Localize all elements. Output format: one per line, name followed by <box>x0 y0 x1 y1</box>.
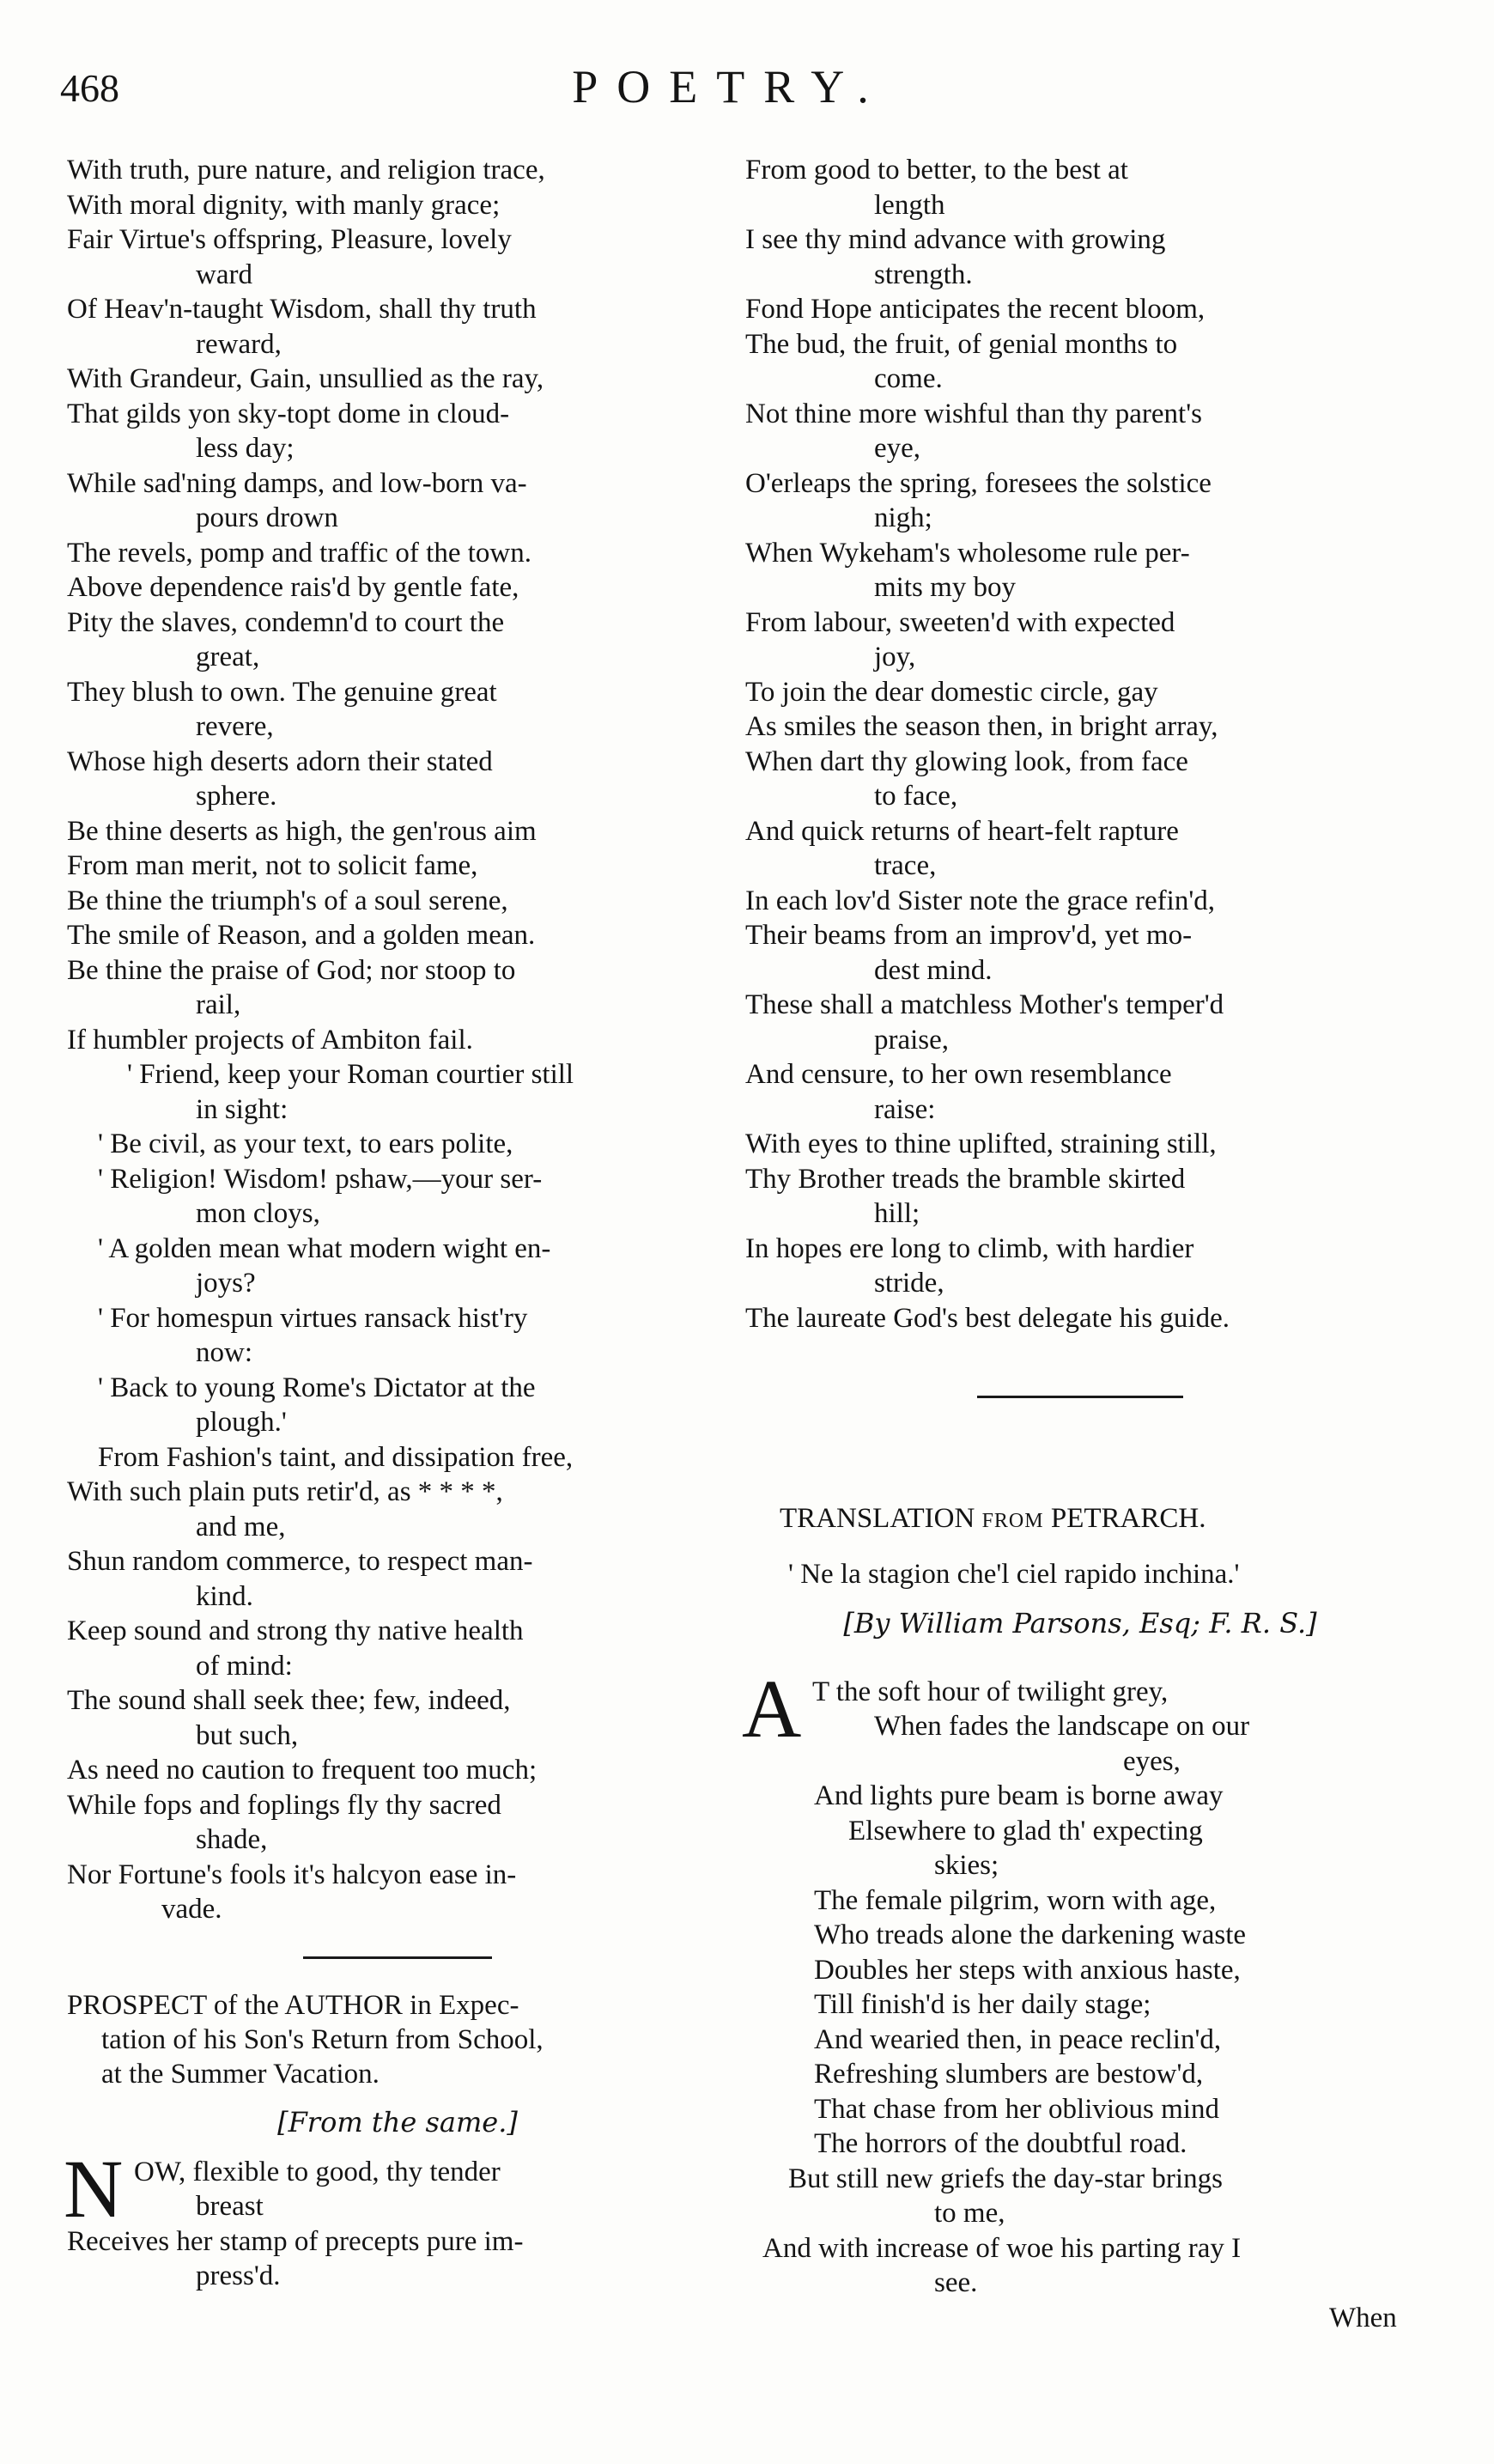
poem-line: And quick returns of heart-felt rapture <box>745 815 1179 847</box>
poem-line: When Wykeham's wholesome rule per- <box>745 537 1190 569</box>
poem-line: see. <box>934 2267 978 2298</box>
prospect-title-line: tation of his Son's Return from School, <box>101 2023 544 2055</box>
poem-line: To join the dear domestic circle, gay <box>745 676 1158 708</box>
poem-line: With truth, pure nature, and religion trace, <box>67 155 545 186</box>
poem-line: of mind: <box>196 1650 293 1682</box>
translation-title-word: TRANSLATION <box>780 1503 975 1534</box>
poem-line: When dart thy glowing look, from face <box>745 745 1188 777</box>
poem-line: And censure, to her own resemblance <box>745 1059 1172 1090</box>
poem-line: Till finish'd is her daily stage; <box>814 1989 1151 2020</box>
poem-line: OW, flexible to good, thy tender <box>134 2156 501 2187</box>
poem-line: now: <box>196 1337 252 1368</box>
poem-line: ' Back to young Rome's Dictator at the <box>98 1372 536 1403</box>
poem-line: As need no caution to frequent too much; <box>67 1755 537 1786</box>
poem-line: Be thine the triumph's of a soul serene, <box>67 885 508 916</box>
poem-line: The sound shall seek thee; few, indeed, <box>67 1685 511 1716</box>
right-column <box>742 153 1415 2335</box>
poem-line: With such plain puts retir'd, as * * * *, <box>67 1476 503 1507</box>
poem-line: to face, <box>874 781 958 812</box>
translation-body <box>742 1662 1415 2336</box>
prospect-title-line: at the Summer Vacation. <box>101 2058 380 2090</box>
poem-line: hill; <box>874 1198 920 1229</box>
poem-line: But still new griefs the day-star brings <box>788 2163 1223 2194</box>
epigraph: ' Ne la stagion che'l ciel rapido inchina.' <box>788 1559 1240 1590</box>
poem-line: rail, <box>196 989 241 1020</box>
poem-line: and me, <box>196 1511 286 1542</box>
poem-line: They blush to own. The genuine great <box>67 676 497 708</box>
poem-line: Keep sound and strong thy native health <box>67 1615 524 1646</box>
section-divider <box>303 1956 492 1959</box>
poem-line: raise: <box>874 1093 936 1125</box>
poem-line: pours drown <box>196 502 338 533</box>
poem-line: ward <box>196 259 252 290</box>
poem-line: While fops and foplings fly thy sacred <box>67 1789 501 1821</box>
poem-line: From labour, sweeten'd with expected <box>745 606 1175 638</box>
poem-line: Their beams from an improv'd, yet mo- <box>745 920 1193 951</box>
poem-line: joy, <box>874 642 916 672</box>
poem-line: Of Heav'n-taught Wisdom, shall thy truth <box>67 294 537 325</box>
prospect-dropcap: N <box>64 2142 124 2235</box>
poem-line: The horrors of the doubtful road. <box>814 2128 1187 2159</box>
poem-line: stride, <box>874 1268 944 1299</box>
poem-line: The smile of Reason, and a golden mean. <box>67 920 536 951</box>
page-header <box>60 60 1400 129</box>
poem-line: Not thine more wishful than thy parent's <box>745 398 1203 429</box>
section-divider <box>977 1396 1183 1398</box>
poem-line: Receives her stamp of precepts pure im- <box>67 2225 524 2257</box>
poem-line: ' Be civil, as your text, to ears polite, <box>98 1129 513 1159</box>
poem-line: And with increase of woe his parting ray I <box>762 2232 1242 2264</box>
poem-line: O'erleaps the spring, foresees the solstice <box>745 467 1212 499</box>
poem-line: ' A golden mean what modern wight en- <box>98 1232 551 1264</box>
poem-line: I see thy mind advance with growing <box>745 224 1166 255</box>
poem-line: With Grandeur, Gain, unsullied as the ray, <box>67 363 544 394</box>
poem-line: From good to better, to the best at <box>745 155 1128 186</box>
poem-line: in sight: <box>196 1093 288 1125</box>
translation-section <box>742 1501 1415 2335</box>
poem-line: reward, <box>196 328 282 360</box>
poem-line: length <box>874 189 945 221</box>
poem-line: Fair Virtue's offspring, Pleasure, lovely <box>67 224 512 255</box>
poem-line: The female pilgrim, worn with age, <box>814 1884 1217 1916</box>
poem-line: plough.' <box>196 1407 287 1438</box>
translation-byline: [By William Parsons, Esq; F. R. S.] <box>843 1606 1317 1640</box>
poem-line: With eyes to thine uplifted, straining still, <box>745 1129 1217 1159</box>
poem-line: The bud, the fruit, of genial months to <box>745 328 1178 360</box>
poem-line: but such, <box>196 1719 299 1751</box>
poem-line: T the soft hour of twilight grey, <box>812 1676 1169 1707</box>
poem-line: Nor Fortune's fools it's halcyon ease in- <box>67 1859 517 1890</box>
poem-line: mon cloys, <box>196 1198 320 1229</box>
poem-line: When fades the landscape on our <box>874 1711 1250 1742</box>
poem-line: The laureate God's best delegate his guide. <box>745 1302 1230 1334</box>
catchword: When <box>1329 2302 1397 2333</box>
poem-line: In each lov'd Sister note the grace refin'd, <box>745 885 1216 916</box>
poem-line: less day; <box>196 433 295 464</box>
poem-line: Above dependence rais'd by gentle fate, <box>67 572 519 603</box>
poem-line: joys? <box>196 1268 256 1299</box>
poem-line: And wearied then, in peace reclin'd, <box>814 2023 1222 2055</box>
poem-line: Pity the slaves, condemn'd to court the <box>67 606 505 638</box>
prospect-section <box>64 1988 728 2294</box>
poem-line: These shall a matchless Mother's temper'd <box>745 989 1224 1020</box>
poem-line: Thy Brother treads the bramble skirted <box>745 1163 1186 1195</box>
poem-line: eyes, <box>1123 1745 1181 1777</box>
poem-line: The revels, pomp and traffic of the town. <box>67 537 531 569</box>
poem-line: Shun random commerce, to respect man- <box>67 1546 533 1577</box>
poem-line: That gilds yon sky-topt dome in cloud- <box>67 398 510 429</box>
poem-line: That chase from her oblivious mind <box>814 2093 1219 2125</box>
left-column <box>64 153 728 2294</box>
poem-line: sphere. <box>196 781 277 812</box>
poem-line: As smiles the season then, in bright array, <box>745 711 1218 742</box>
poem-line: Be thine deserts as high, the gen'rous aim <box>67 815 537 847</box>
poem-line: If humbler projects of Ambiton fail. <box>67 1024 473 1056</box>
poem-line: kind. <box>196 1580 253 1612</box>
poem-line: great, <box>196 642 260 672</box>
poem-line: From Fashion's taint, and dissipation free, <box>98 1441 574 1473</box>
poem-line: Whose high deserts adorn their stated <box>67 745 493 777</box>
poem-line: praise, <box>874 1024 950 1056</box>
poem-line: Fond Hope anticipates the recent bloom, <box>745 294 1206 325</box>
poem-line: press'd. <box>196 2260 281 2291</box>
poem-line: revere, <box>196 711 274 742</box>
spacer <box>745 1538 1415 1557</box>
poem-line: With moral dignity, with manly grace; <box>67 189 501 221</box>
translation-title-name: PETRARCH. <box>1050 1503 1206 1534</box>
poem-line: eye, <box>874 433 921 464</box>
poem-line: Who treads alone the darkening waste <box>814 1919 1247 1950</box>
poem-line: Doubles her steps with anxious haste, <box>814 1954 1241 1986</box>
prospect-opening <box>64 2142 728 2294</box>
poem-line: skies; <box>934 1850 999 1881</box>
poem-line: breast <box>196 2191 264 2222</box>
poem-line: ' Friend, keep your Roman courtier still <box>127 1059 574 1090</box>
page-number: 468 <box>60 66 119 110</box>
poem-line: trace, <box>874 850 937 881</box>
running-title: POETRY. <box>572 61 888 113</box>
poem-line: come. <box>874 363 943 394</box>
poem-line: Elsewhere to glad th' expecting <box>848 1815 1203 1846</box>
poem-continued <box>67 153 728 1927</box>
translation-dropcap: A <box>742 1662 802 1755</box>
poem-line: ' Religion! Wisdom! pshaw,—your ser- <box>98 1163 543 1195</box>
poem-line: vade. <box>161 1894 222 1925</box>
prospect-byline: [From the same.] <box>277 2105 518 2139</box>
poem-line: And lights pure beam is borne away <box>814 1780 1224 1811</box>
poem-line: From man merit, not to solicit fame, <box>67 850 478 881</box>
poem-line: In hopes ere long to climb, with hardier <box>745 1232 1194 1264</box>
poem-line: shade, <box>196 1824 268 1855</box>
poem-continued-right <box>745 153 1415 1335</box>
translation-title-from: FROM <box>981 1510 1044 1532</box>
prospect-title-line: PROSPECT of the AUTHOR in Expec- <box>67 1989 519 2021</box>
poem-line: strength. <box>874 259 973 290</box>
poem-line: to me, <box>934 2198 1005 2229</box>
poem-line: nigh; <box>874 502 932 533</box>
poem-line: While sad'ning damps, and low-born va- <box>67 467 527 499</box>
spacer <box>745 1656 1415 1675</box>
poem-line: dest mind. <box>874 954 993 986</box>
poem-line: ' For homespun virtues ransack hist'ry <box>98 1302 528 1334</box>
poem-line: mits my boy <box>874 572 1017 603</box>
poem-line: Refreshing slumbers are bestow'd, <box>814 2059 1204 2090</box>
translation-title <box>745 1501 1415 1538</box>
poem-line: Be thine the praise of God; nor stoop to <box>67 954 516 986</box>
